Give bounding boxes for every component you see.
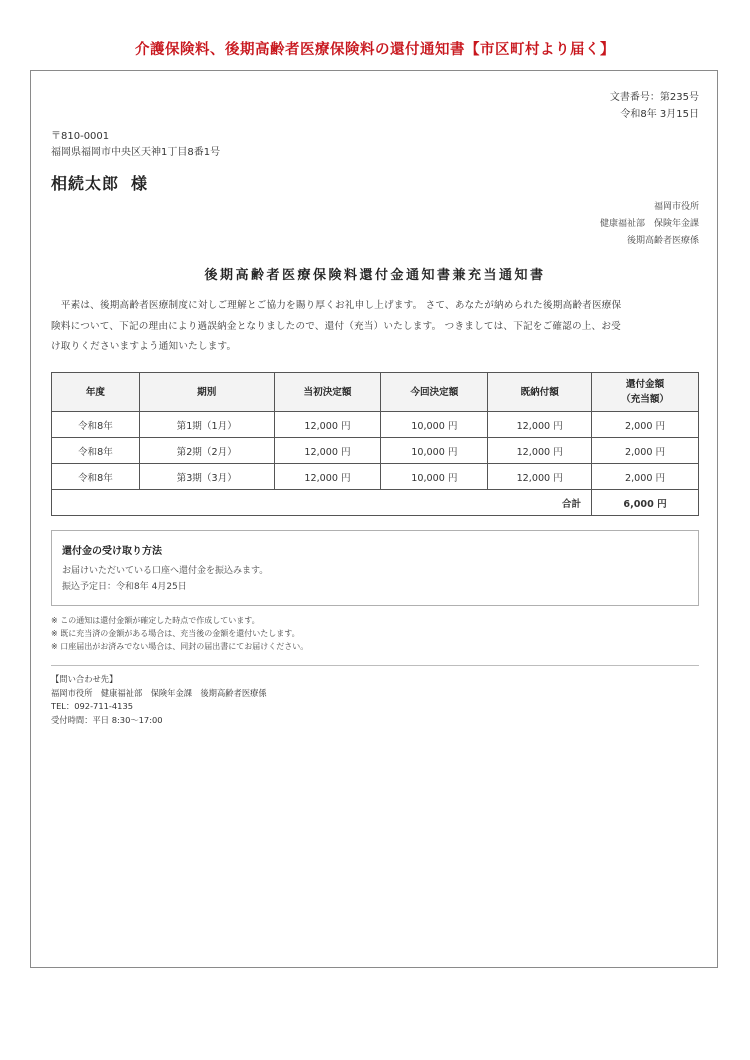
recipient-address <box>51 129 220 161</box>
cell-refund: 2,000 円 <box>592 438 699 464</box>
header-refund-line1: 還付金額 <box>625 379 665 390</box>
note-item: ※ 口座届出がお済みでない場合は、同封の届出書にてお届けください。 <box>51 642 309 651</box>
street-address: 福岡県福岡市中央区天神1丁目8番1号 <box>51 147 221 158</box>
cell-year: 令和8年 <box>52 464 140 490</box>
document-content <box>51 71 699 967</box>
cell-paid: 12,000 円 <box>488 464 592 490</box>
cell-paid: 12,000 円 <box>488 438 592 464</box>
note-item: ※ 既に充当済の金額がある場合は、充当後の金額を還付いたします。 <box>51 629 300 638</box>
body-line: 険料について、下記の理由により過誤納金となりましたので、還付（充当）いたします。 つきましては、下記をご確認の上、お受 <box>51 320 621 332</box>
header-paid-amount: 既納付額 <box>488 373 592 412</box>
page-title: 介護保険料、後期高齢者医療保険料の還付通知書【市区町村より届く】 <box>135 42 615 58</box>
honorific: 様 <box>131 174 149 193</box>
cell-refund: 2,000 円 <box>592 412 699 438</box>
contact-department: 福岡市役所 健康福祉部 保険年金課 後期高齢者医療係 <box>51 687 267 698</box>
scheduled-transfer-date: 振込予定日：令和8年 4月25日 <box>62 582 187 592</box>
contact-hours: 受付時間：平日 8:30～17:00 <box>51 714 163 725</box>
total-value: 6,000 円 <box>592 490 699 516</box>
notes <box>51 614 308 653</box>
recipient-name-block <box>51 171 148 194</box>
sender-office: 福岡市役所 <box>653 202 699 212</box>
notice-document <box>30 70 718 968</box>
body-line: 平素は、後期高齢者医療制度に対しご理解とご協力を賜り厚くお礼申し上げます。 さて、あなたが納められた後期高齢者医療保 <box>51 300 622 311</box>
header-initial-amount: 当初決定額 <box>274 373 381 412</box>
body-line: け取りくださいますよう通知いたします。 <box>51 341 237 352</box>
cell-current: 10,000 円 <box>381 438 488 464</box>
notice-title: 後期高齢者医療保険料還付金通知書兼充当通知書 <box>204 268 546 283</box>
document-number: 文書番号：第235号 <box>609 92 699 103</box>
sender-section: 後期高齢者医療係 <box>626 236 699 246</box>
cell-year: 令和8年 <box>52 412 140 438</box>
contact-info <box>51 673 267 727</box>
contact-heading: 【問い合わせ先】 <box>51 674 118 684</box>
header-current-amount: 今回決定額 <box>381 373 488 412</box>
refund-method-title: 還付金の受け取り方法 <box>62 546 162 557</box>
cell-initial: 12,000 円 <box>274 438 381 464</box>
table-total-row <box>52 490 699 516</box>
recipient-name: 相続太郎 <box>51 174 120 193</box>
notice-body <box>51 296 699 358</box>
table-row <box>52 412 699 438</box>
refund-method-description: お届けいただいている口座へ還付金を振込みます。 <box>62 566 269 576</box>
header-refund-line2: （充当額） <box>621 394 670 405</box>
refund-method-box <box>51 530 699 606</box>
header-refund-amount <box>592 373 699 412</box>
sender-department: 健康福祉部 保険年金課 <box>599 219 699 229</box>
cell-initial: 12,000 円 <box>274 412 381 438</box>
total-label: 合計 <box>52 490 592 516</box>
table-row <box>52 438 699 464</box>
header-period: 期別 <box>139 373 274 412</box>
cell-period: 第2期（2月） <box>139 438 274 464</box>
cell-period: 第3期（3月） <box>139 464 274 490</box>
sender-block <box>600 199 699 250</box>
table-header-row <box>52 373 699 412</box>
cell-period: 第1期（1月） <box>139 412 274 438</box>
header-year: 年度 <box>52 373 140 412</box>
cell-year: 令和8年 <box>52 438 140 464</box>
cell-refund: 2,000 円 <box>592 464 699 490</box>
cell-current: 10,000 円 <box>381 412 488 438</box>
divider <box>51 665 699 666</box>
refund-table <box>51 372 699 516</box>
cell-initial: 12,000 円 <box>274 464 381 490</box>
document-meta <box>610 89 699 123</box>
cell-current: 10,000 円 <box>381 464 488 490</box>
postal-code: 〒810-0001 <box>51 131 110 142</box>
table-row <box>52 464 699 490</box>
issue-date: 令和8年 3月15日 <box>620 109 699 120</box>
contact-phone: TEL：092-711-4135 <box>51 701 134 711</box>
note-item: ※ この通知は還付金額が確定した時点で作成しています。 <box>51 616 260 625</box>
cell-paid: 12,000 円 <box>488 412 592 438</box>
